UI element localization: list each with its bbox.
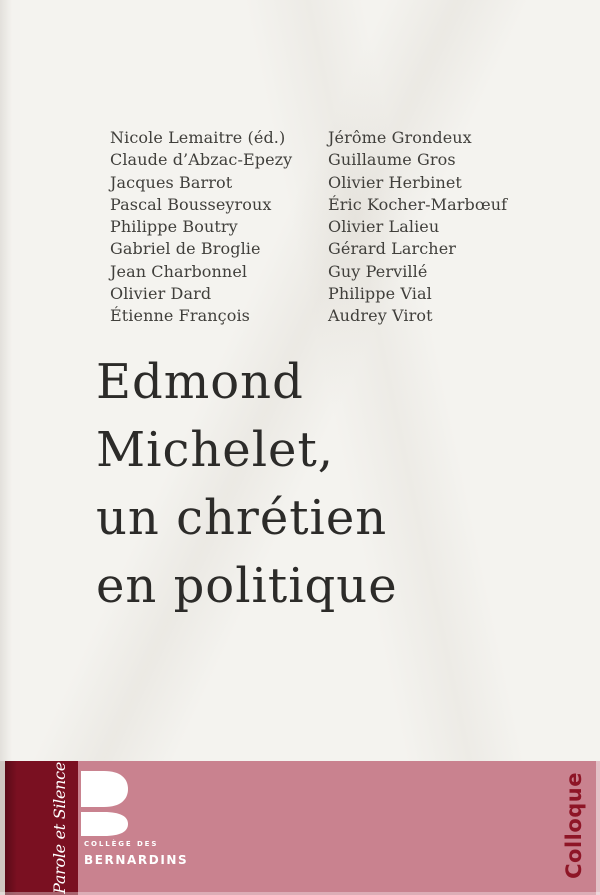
author-name: Éric Kocher-Marbœuf xyxy=(328,194,508,214)
title-line: Michelet, xyxy=(96,422,335,478)
author-name: Audrey Virot xyxy=(328,306,433,326)
logo-college-des-label: COLLÈGE DES xyxy=(84,840,159,848)
title-line: un chrétien xyxy=(96,490,388,546)
author-name: Pascal Bousseyroux xyxy=(110,194,272,214)
author-name: Nicole Lemaitre (éd.) xyxy=(110,128,286,147)
author-name: Claude d’Abzac-Epezy xyxy=(110,150,293,170)
author-name: Gabriel de Broglie xyxy=(110,239,261,259)
authors-column-right xyxy=(328,127,507,328)
book-title xyxy=(96,348,398,620)
author-name: Philippe Vial xyxy=(328,284,432,304)
author-name: Philippe Boutry xyxy=(110,217,238,237)
title-line: en politique xyxy=(96,558,398,614)
author-name: Étienne François xyxy=(110,306,250,326)
title-line: Edmond xyxy=(96,354,304,410)
author-name: Olivier Herbinet xyxy=(328,172,462,192)
collection-label-text: Colloque xyxy=(562,771,586,879)
publisher-name: Parole et Silence xyxy=(50,762,69,894)
collection-label xyxy=(561,769,587,881)
author-name: Jacques Barrot xyxy=(110,172,233,192)
bernardins-b-icon xyxy=(81,771,128,836)
bottom-band xyxy=(0,761,600,895)
author-name: Olivier Lalieu xyxy=(328,217,440,237)
author-name: Jérôme Grondeux xyxy=(328,128,472,147)
cover-edge-right xyxy=(596,761,600,895)
authors-column-left xyxy=(110,127,292,328)
author-name: Jean Charbonnel xyxy=(110,261,248,281)
author-name: Guillaume Gros xyxy=(328,150,456,170)
author-name: Gérard Larcher xyxy=(328,239,457,259)
author-name: Olivier Dard xyxy=(110,284,212,304)
bernardins-logo xyxy=(0,761,600,895)
logo-bernardins-label: BERNARDINS xyxy=(84,853,189,867)
author-name: Guy Pervillé xyxy=(328,261,428,281)
